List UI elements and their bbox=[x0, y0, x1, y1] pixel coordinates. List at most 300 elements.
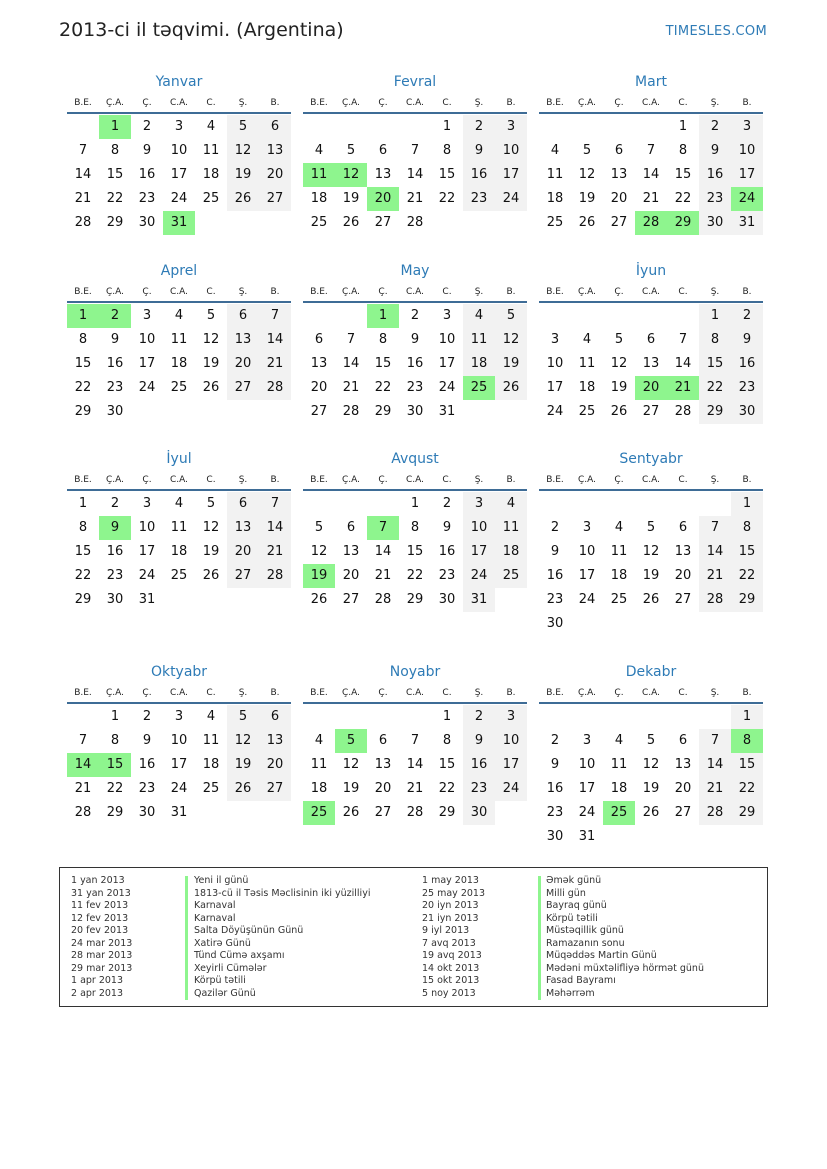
day-cell: 29 bbox=[699, 400, 731, 424]
empty-cell bbox=[635, 304, 667, 328]
day-cell: 15 bbox=[699, 352, 731, 376]
day-cell: 9 bbox=[142, 733, 152, 748]
day-cell: 23 bbox=[438, 568, 456, 583]
page-title: 2013-ci il təqvimi. (Argentina) bbox=[59, 19, 344, 41]
day-cell: 2 bbox=[99, 304, 131, 328]
day-cell: 2 bbox=[410, 308, 420, 323]
day-cell: 30 bbox=[731, 400, 763, 424]
empty-cell bbox=[67, 115, 99, 139]
weekday-label: C. bbox=[678, 688, 688, 698]
day-cell: 19 bbox=[578, 191, 596, 206]
day-cell: 15 bbox=[374, 356, 392, 371]
weekday-label: C. bbox=[442, 475, 452, 485]
day-cell: 3 bbox=[550, 332, 560, 347]
day-cell: 22 bbox=[74, 380, 92, 395]
day-cell: 30 bbox=[106, 592, 124, 607]
month-3 bbox=[539, 72, 763, 235]
day-cell: 16 bbox=[463, 163, 495, 187]
weekday-label: Ş. bbox=[474, 287, 484, 297]
legend-dates-left bbox=[71, 875, 132, 1000]
day-cell: 22 bbox=[731, 777, 763, 801]
empty-cell bbox=[571, 705, 603, 729]
day-cell: 22 bbox=[106, 781, 124, 796]
weekday-label: B.E. bbox=[546, 688, 564, 698]
day-cell: 11 bbox=[463, 328, 495, 352]
day-cell: 11 bbox=[610, 544, 628, 559]
day-cell: 12 bbox=[642, 757, 660, 772]
day-cell: 18 bbox=[578, 380, 596, 395]
holiday-legend bbox=[59, 867, 768, 1007]
day-cell: 27 bbox=[259, 187, 291, 211]
day-cell: 14 bbox=[374, 544, 392, 559]
day-cell: 17 bbox=[138, 544, 156, 559]
weekday-label: C.A. bbox=[641, 287, 660, 297]
day-cell: 19 bbox=[342, 781, 360, 796]
day-cell: 24 bbox=[578, 805, 596, 820]
empty-cell bbox=[603, 492, 635, 516]
weekday-label: B.E. bbox=[546, 287, 564, 297]
month-name: Fevral bbox=[393, 74, 437, 90]
day-cell: 24 bbox=[138, 380, 156, 395]
day-cell: 11 bbox=[202, 143, 220, 158]
month-name: Noyabr bbox=[389, 664, 441, 680]
day-cell: 8 bbox=[731, 729, 763, 753]
weekday-label: C. bbox=[206, 688, 216, 698]
weekday-label: C. bbox=[678, 98, 688, 108]
day-cell: 13 bbox=[642, 356, 660, 371]
day-cell: 12 bbox=[578, 167, 596, 182]
weekday-label: Ş. bbox=[238, 475, 248, 485]
weekday-label: Ç.A. bbox=[105, 475, 124, 485]
day-cell: 5 bbox=[614, 332, 624, 347]
day-cell: 27 bbox=[642, 404, 660, 419]
day-cell: 25 bbox=[546, 215, 564, 230]
day-cell: 9 bbox=[410, 332, 420, 347]
day-cell: 23 bbox=[406, 380, 424, 395]
day-cell: 6 bbox=[678, 520, 688, 535]
day-cell: 1 bbox=[67, 304, 99, 328]
legend-date: 12 fev 2013 bbox=[71, 912, 129, 924]
day-grid bbox=[67, 304, 291, 424]
day-cell: 23 bbox=[546, 592, 564, 607]
weekday-label: Ş. bbox=[474, 98, 484, 108]
empty-cell bbox=[399, 705, 431, 729]
weekday-header bbox=[303, 682, 527, 704]
legend-date: 21 iyn 2013 bbox=[422, 912, 479, 924]
day-cell: 21 bbox=[699, 777, 731, 801]
weekday-label: Ş. bbox=[238, 688, 248, 698]
weekday-label: B. bbox=[506, 475, 516, 485]
weekday-label: C.A. bbox=[169, 475, 188, 485]
brand-logo[interactable]: TIMESLES.COM bbox=[665, 24, 767, 39]
empty-cell bbox=[539, 492, 571, 516]
legend-date: 1 apr 2013 bbox=[71, 975, 124, 986]
day-cell: 1 bbox=[699, 304, 731, 328]
day-cell: 7 bbox=[259, 492, 291, 516]
day-cell: 21 bbox=[406, 781, 424, 796]
weekday-label: C. bbox=[442, 98, 452, 108]
day-cell: 5 bbox=[206, 308, 216, 323]
month-5 bbox=[303, 261, 527, 424]
day-cell: 19 bbox=[642, 568, 660, 583]
day-cell: 25 bbox=[170, 568, 188, 583]
weekday-label: B.E. bbox=[546, 475, 564, 485]
day-cell: 27 bbox=[310, 404, 328, 419]
day-cell: 19 bbox=[227, 163, 259, 187]
empty-cell bbox=[399, 115, 431, 139]
day-cell: 22 bbox=[438, 191, 456, 206]
day-cell: 5 bbox=[346, 143, 356, 158]
legend-date: 5 noy 2013 bbox=[422, 987, 476, 999]
day-cell: 19 bbox=[202, 356, 220, 371]
day-cell: 23 bbox=[731, 376, 763, 400]
day-cell: 20 bbox=[367, 187, 399, 211]
day-cell: 13 bbox=[374, 757, 392, 772]
legend-holiday-name: Körpü tətili bbox=[546, 912, 598, 924]
day-cell: 4 bbox=[206, 119, 216, 134]
day-cell: 8 bbox=[378, 332, 388, 347]
weekday-label: Ç.A. bbox=[105, 688, 124, 698]
weekday-label: B.E. bbox=[310, 287, 328, 297]
day-cell: 22 bbox=[438, 781, 456, 796]
weekday-label: B.E. bbox=[310, 688, 328, 698]
day-cell: 27 bbox=[227, 376, 259, 400]
legend-holiday-name: Fasad Bayramı bbox=[546, 975, 616, 986]
day-cell: 10 bbox=[138, 332, 156, 347]
day-cell: 21 bbox=[374, 568, 392, 583]
day-grid bbox=[303, 304, 527, 424]
empty-cell bbox=[303, 705, 335, 729]
day-cell: 9 bbox=[699, 139, 731, 163]
weekday-label: Ş. bbox=[710, 287, 720, 297]
day-cell: 30 bbox=[546, 616, 564, 631]
weekday-label: Ç. bbox=[142, 98, 152, 108]
day-cell: 12 bbox=[227, 729, 259, 753]
month-name: İyun bbox=[635, 263, 667, 279]
legend-holiday-name: Məhərrəm bbox=[546, 987, 595, 999]
day-cell: 16 bbox=[138, 757, 156, 772]
day-cell: 6 bbox=[259, 115, 291, 139]
month-name: İyul bbox=[166, 451, 192, 467]
day-cell: 26 bbox=[227, 187, 259, 211]
day-cell: 2 bbox=[699, 115, 731, 139]
weekday-label: C. bbox=[442, 688, 452, 698]
empty-cell bbox=[335, 115, 367, 139]
weekday-label: Ç. bbox=[614, 287, 624, 297]
day-cell: 15 bbox=[99, 753, 131, 777]
month-name: Oktyabr bbox=[150, 664, 208, 680]
day-cell: 28 bbox=[699, 801, 731, 825]
day-cell: 18 bbox=[170, 544, 188, 559]
day-cell: 27 bbox=[342, 592, 360, 607]
weekday-label: B. bbox=[270, 688, 280, 698]
weekday-label: Ç.A. bbox=[341, 98, 360, 108]
day-cell: 28 bbox=[406, 805, 424, 820]
day-cell: 24 bbox=[495, 187, 527, 211]
day-cell: 21 bbox=[406, 191, 424, 206]
day-cell: 3 bbox=[142, 496, 152, 511]
day-cell: 1 bbox=[442, 119, 452, 134]
month-name: Yanvar bbox=[155, 74, 203, 90]
day-cell: 10 bbox=[578, 544, 596, 559]
day-cell: 2 bbox=[463, 115, 495, 139]
day-cell: 21 bbox=[259, 540, 291, 564]
day-cell: 12 bbox=[610, 356, 628, 371]
legend-date: 2 apr 2013 bbox=[71, 987, 124, 999]
legend-holiday-name: Müqəddəs Martin Günü bbox=[546, 950, 657, 961]
day-cell: 14 bbox=[406, 167, 424, 182]
legend-date: 15 okt 2013 bbox=[422, 975, 480, 986]
day-cell: 19 bbox=[303, 564, 335, 588]
weekday-label: B. bbox=[506, 688, 516, 698]
day-cell: 4 bbox=[174, 308, 184, 323]
day-cell: 8 bbox=[110, 143, 120, 158]
empty-cell bbox=[367, 705, 399, 729]
empty-cell bbox=[571, 492, 603, 516]
day-cell: 28 bbox=[635, 211, 667, 235]
day-cell: 15 bbox=[731, 540, 763, 564]
weekday-label: C.A. bbox=[641, 688, 660, 698]
day-cell: 1 bbox=[731, 705, 763, 729]
day-cell: 4 bbox=[314, 733, 324, 748]
day-cell: 5 bbox=[227, 115, 259, 139]
day-cell: 26 bbox=[642, 805, 660, 820]
legend-date: 24 mar 2013 bbox=[71, 937, 133, 949]
month-9 bbox=[539, 449, 763, 636]
day-cell: 24 bbox=[138, 568, 156, 583]
day-cell: 29 bbox=[731, 588, 763, 612]
day-cell: 17 bbox=[170, 167, 188, 182]
day-cell: 3 bbox=[442, 308, 452, 323]
day-cell: 6 bbox=[678, 733, 688, 748]
day-cell: 2 bbox=[142, 709, 152, 724]
day-cell: 12 bbox=[202, 520, 220, 535]
day-cell: 3 bbox=[731, 115, 763, 139]
day-cell: 24 bbox=[731, 187, 763, 211]
day-cell: 4 bbox=[314, 143, 324, 158]
weekday-label: C. bbox=[206, 475, 216, 485]
day-cell: 25 bbox=[578, 404, 596, 419]
day-cell: 20 bbox=[674, 568, 692, 583]
day-cell: 4 bbox=[206, 709, 216, 724]
day-cell: 4 bbox=[582, 332, 592, 347]
weekday-label: C.A. bbox=[169, 287, 188, 297]
legend-date: 31 yan 2013 bbox=[71, 887, 131, 899]
day-cell: 23 bbox=[138, 191, 156, 206]
empty-cell bbox=[539, 304, 571, 328]
weekday-label: B.E. bbox=[546, 98, 564, 108]
day-grid bbox=[539, 492, 763, 636]
day-cell: 12 bbox=[342, 757, 360, 772]
day-cell: 25 bbox=[310, 215, 328, 230]
day-cell: 10 bbox=[138, 520, 156, 535]
day-cell: 21 bbox=[74, 781, 92, 796]
weekday-label: Ç. bbox=[378, 98, 388, 108]
day-cell: 7 bbox=[259, 304, 291, 328]
day-cell: 2 bbox=[731, 304, 763, 328]
weekday-label: B.E. bbox=[310, 98, 328, 108]
legend-holiday-name: Ramazanın sonu bbox=[546, 937, 625, 949]
month-8 bbox=[303, 449, 527, 612]
day-cell: 19 bbox=[610, 380, 628, 395]
day-cell: 26 bbox=[202, 380, 220, 395]
legend-holiday-name: Milli gün bbox=[546, 887, 586, 899]
day-cell: 20 bbox=[227, 352, 259, 376]
day-grid bbox=[303, 115, 527, 235]
weekday-header bbox=[303, 281, 527, 303]
day-cell: 30 bbox=[406, 404, 424, 419]
legend-date: 14 okt 2013 bbox=[422, 962, 480, 974]
day-cell: 18 bbox=[463, 352, 495, 376]
day-cell: 21 bbox=[667, 376, 699, 400]
legend-holiday-name: Bayraq günü bbox=[546, 900, 607, 911]
empty-cell bbox=[603, 705, 635, 729]
day-cell: 6 bbox=[314, 332, 324, 347]
day-cell: 22 bbox=[731, 564, 763, 588]
day-cell: 25 bbox=[610, 592, 628, 607]
empty-cell bbox=[367, 492, 399, 516]
legend-names-right bbox=[546, 875, 704, 1000]
weekday-label: Ş. bbox=[238, 287, 248, 297]
day-cell: 3 bbox=[174, 119, 184, 134]
day-cell: 3 bbox=[495, 705, 527, 729]
day-cell: 18 bbox=[202, 757, 220, 772]
weekday-label: C. bbox=[678, 287, 688, 297]
day-cell: 8 bbox=[699, 328, 731, 352]
day-cell: 21 bbox=[699, 564, 731, 588]
weekday-label: Ç. bbox=[378, 287, 388, 297]
day-cell: 11 bbox=[310, 757, 328, 772]
legend-holiday-name: Yeni il günü bbox=[194, 875, 249, 886]
day-cell: 7 bbox=[78, 733, 88, 748]
day-cell: 23 bbox=[106, 568, 124, 583]
day-cell: 17 bbox=[138, 356, 156, 371]
empty-cell bbox=[539, 705, 571, 729]
empty-cell bbox=[539, 115, 571, 139]
day-cell: 10 bbox=[731, 139, 763, 163]
day-cell: 31 bbox=[731, 211, 763, 235]
weekday-label: C.A. bbox=[405, 287, 424, 297]
day-cell: 8 bbox=[78, 332, 88, 347]
day-cell: 16 bbox=[699, 163, 731, 187]
day-cell: 14 bbox=[699, 753, 731, 777]
day-cell: 11 bbox=[202, 733, 220, 748]
legend-date: 9 iyl 2013 bbox=[422, 925, 470, 936]
day-cell: 31 bbox=[578, 829, 596, 844]
day-cell: 4 bbox=[614, 733, 624, 748]
empty-cell bbox=[667, 304, 699, 328]
day-cell: 13 bbox=[227, 328, 259, 352]
day-cell: 5 bbox=[646, 733, 656, 748]
day-cell: 3 bbox=[495, 115, 527, 139]
day-cell: 26 bbox=[495, 376, 527, 400]
month-1 bbox=[67, 72, 291, 235]
day-cell: 5 bbox=[495, 304, 527, 328]
day-cell: 2 bbox=[142, 119, 152, 134]
legend-holiday-name: Müstəqillik günü bbox=[546, 925, 624, 936]
day-cell: 1 bbox=[78, 496, 88, 511]
weekday-label: Ş. bbox=[710, 688, 720, 698]
day-cell: 31 bbox=[438, 404, 456, 419]
legend-holiday-name: Mədəni müxtəlifliyə hörmət günü bbox=[546, 962, 704, 974]
day-cell: 21 bbox=[74, 191, 92, 206]
day-cell: 4 bbox=[614, 520, 624, 535]
day-cell: 14 bbox=[642, 167, 660, 182]
legend-holiday-name: Xeyirli Cümələr bbox=[194, 962, 267, 974]
day-cell: 25 bbox=[202, 191, 220, 206]
day-cell: 12 bbox=[495, 328, 527, 352]
day-cell: 6 bbox=[227, 304, 259, 328]
day-cell: 29 bbox=[406, 592, 424, 607]
legend-date: 1 yan 2013 bbox=[71, 875, 125, 886]
weekday-header bbox=[539, 281, 763, 303]
day-cell: 1 bbox=[110, 709, 120, 724]
day-cell: 18 bbox=[310, 781, 328, 796]
day-cell: 20 bbox=[342, 568, 360, 583]
day-cell: 17 bbox=[546, 380, 564, 395]
weekday-label: C.A. bbox=[641, 98, 660, 108]
day-cell: 13 bbox=[259, 729, 291, 753]
day-cell: 25 bbox=[303, 801, 335, 825]
day-cell: 1 bbox=[410, 496, 420, 511]
weekday-label: B.E. bbox=[74, 98, 92, 108]
weekday-label: C.A. bbox=[405, 98, 424, 108]
day-cell: 28 bbox=[259, 376, 291, 400]
weekday-label: B.E. bbox=[74, 287, 92, 297]
day-cell: 15 bbox=[74, 356, 92, 371]
day-cell: 22 bbox=[374, 380, 392, 395]
day-cell: 24 bbox=[546, 404, 564, 419]
weekday-label: Ç. bbox=[614, 475, 624, 485]
day-cell: 1 bbox=[678, 119, 688, 134]
day-cell: 25 bbox=[603, 801, 635, 825]
day-cell: 4 bbox=[463, 304, 495, 328]
empty-cell bbox=[603, 115, 635, 139]
day-cell: 18 bbox=[546, 191, 564, 206]
day-cell: 26 bbox=[578, 215, 596, 230]
day-cell: 26 bbox=[310, 592, 328, 607]
day-cell: 30 bbox=[546, 829, 564, 844]
day-cell: 12 bbox=[335, 163, 367, 187]
day-cell: 22 bbox=[74, 568, 92, 583]
legend-bar-right bbox=[538, 876, 541, 1000]
day-cell: 11 bbox=[170, 332, 188, 347]
day-cell: 28 bbox=[74, 805, 92, 820]
weekday-label: B. bbox=[506, 287, 516, 297]
day-cell: 20 bbox=[635, 376, 667, 400]
legend-holiday-name: Əmək günü bbox=[546, 875, 602, 886]
day-cell: 23 bbox=[699, 187, 731, 211]
day-cell: 22 bbox=[406, 568, 424, 583]
day-cell: 11 bbox=[495, 516, 527, 540]
day-cell: 28 bbox=[374, 592, 392, 607]
day-cell: 12 bbox=[202, 332, 220, 347]
empty-cell bbox=[335, 492, 367, 516]
day-cell: 28 bbox=[406, 215, 424, 230]
day-cell: 13 bbox=[374, 167, 392, 182]
day-grid bbox=[539, 705, 763, 849]
day-cell: 26 bbox=[342, 215, 360, 230]
day-cell: 11 bbox=[578, 356, 596, 371]
legend-holiday-name: Qazilər Günü bbox=[194, 987, 256, 999]
day-cell: 29 bbox=[74, 404, 92, 419]
day-cell: 7 bbox=[78, 143, 88, 158]
day-cell: 27 bbox=[674, 592, 692, 607]
day-cell: 30 bbox=[138, 805, 156, 820]
day-grid bbox=[539, 115, 763, 235]
day-grid bbox=[303, 705, 527, 825]
day-cell: 30 bbox=[138, 215, 156, 230]
